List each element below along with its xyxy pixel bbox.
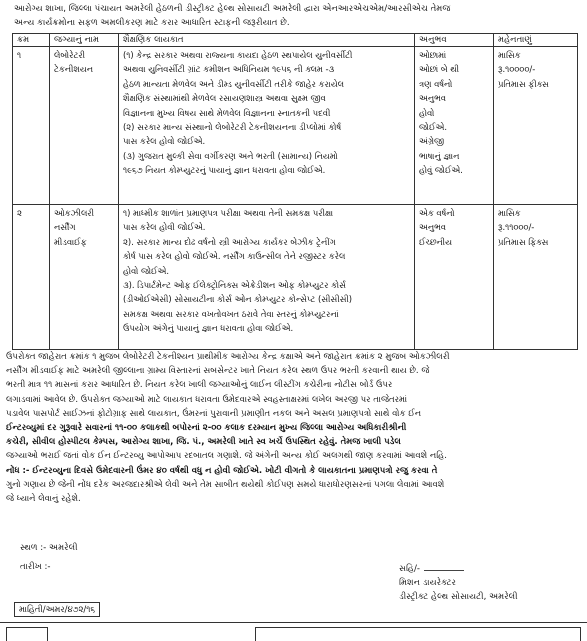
header-experience: અનુભવ [415,34,494,47]
salary-line: રૂ.૧૦૦૦૦/- [498,64,536,75]
reference-number: માહિતી/અમર/૪૭૨/૧૬ [14,602,100,617]
qualification-line: ૧૯૬૭ નિયત કોમ્પ્યુટરનું પાયાનું જ્ઞાન ધરાવતા હોવા જોઈએ. [123,165,326,176]
post-line: ઓકઝીલરી [54,208,95,218]
qualification-line: (૧) કેન્દ્ર સરકાર અથવા રાજ્યના કાયદા હેઠળ સ્થપાયેલ યુનીવર્સીટી [123,50,353,60]
header-serial: ક્રમ [13,34,50,47]
qualification-line: સમકક્ષ અથવા સરકાર વખતોવખત ઠરાવે તેવા સ્તરનું કોમ્પ્યુટરનાં [123,308,339,319]
notice-line: જે ધ્યાને લેવાનું રહેશે. [6,494,81,505]
notice-line-highlight: ઈન્ટરવ્યુમાં દર ગુરૂવારે સવારનાં ૧૧-૦૦ કલાકથી બપોરનાં ૨-૦૦ કલાક દરમ્યાન મુખ્ય જિલ્લા આરોગ્ય અધિકારીશ્રીની [6,423,407,434]
experience-cell [415,205,494,350]
intro-line: અન્ય કાર્યક્રમોના સફળ અમલીકરણ માટે કરાર આધારિત સ્ટાફની જરૂરીયાત છે. [14,18,290,28]
salary-line: માસિક [498,50,521,60]
qualification-line: કોર્ષ પાસ કરેલ હોવો જોઈએ. નર્સીંગ કાઉન્સીલ તેને રજીસ્ટર કરેલ [123,251,346,262]
next-notice-box [255,627,581,641]
salary-line: પ્રતિમાસ ફિક્સ [498,236,549,247]
salary-cell [494,205,578,350]
intro-text [14,2,574,30]
qualification-cell [119,47,415,205]
experience-line: અનુભવ [419,93,446,104]
notice-line: ભરતી માત્ર ૧૧ માસનાં કરાર આધારિત છે. નિયત કરેલ ખાલી જગ્યાઓનું લાઈન લીસ્ટીંગ કચેરીના નોટીસ બોર્ડ ઉપર [6,380,393,391]
experience-line: ઈચ્છનીય [419,236,452,247]
qualification-line: ૨). સરકાર માન્ય દોઢ વર્ષનો સ્ત્રી આરોગ્ય કાર્યકર બેઝીક ટ્રેનીંગ [123,236,336,247]
salary-cell [494,47,578,205]
experience-line: અંગ્રેજી [419,136,444,147]
sign-label: સહિ/- [399,564,421,574]
qualification-line: (૨) સરકાર માન્ય સંસ્થાનો લેબોરેટરી ટેકનીશયનના ડીપ્લોમાં કોર્ષ [123,122,342,133]
post-line: ટેકનીશયન [54,64,93,75]
notice-paragraph [6,350,578,506]
qualification-line: હોવો જોઈએ. [123,265,170,276]
post-cell [50,47,119,205]
qualification-line: પાસ કરેલ હોવો જોઈએ. [123,136,206,147]
salary-line: માસિક [498,208,521,218]
table-row [13,47,578,205]
experience-line: ઓછામાં [419,50,447,60]
serial-cell: ૧ [13,47,50,205]
post-line: નર્સીંગ [54,222,76,233]
qualification-line: હેઠળ માન્યતા મેળવેલ અને ડીમ્ડ યુનીવર્સીટી તરીકે જાહેર કરાયેલ [123,78,345,89]
notice-line: પડાવેલ પાસપોર્ટ સાઈઝનાં ફોટોગ્રાફ સાથે લાયકાત, ઉંમરનાં પુરાવાની પ્રમાણીત નકલ અને અસલ પ્રમાણપત્રો સાથે વોક ઈન [6,408,422,419]
experience-line: જોઈએ. [419,122,447,133]
qualification-cell [119,205,415,350]
note-line: નોંધ :- ઈન્ટરવ્યુના દિવસે ઉમેદવારની ઉંમર ૪૦ વર્ષથી વધુ ન હોવી જોઈએ. ખોટી વીગતો કે લાયકાતના પ્રમાણપત્રો રજુ કરવા તે [6,465,438,476]
notice-line-highlight: કચેરી, સીવીલ હોસ્પીટલ કેમ્પસ, આરોગ્ય શાખા, જિ. પં., અમરેલી ખાતે સ્વ ખર્ચે ઉપસ્થિત રહેવું. તેમજ ખાલી પડેલ [6,437,401,448]
qualification-line: અથવા યુનિવર્સીટી ગ્રાંટ કમીશન અધિનિયમ ૧૯૫૬ ની ક્લમ -૩ [123,64,335,75]
qualification-line: શૈક્ષણિક સંસ્થામાંથી મેળવેલ રસાયણશાસ્ત્ર અથવા સુક્ષ્મ જીવ [123,93,326,104]
experience-line: ત્રણ વર્ષનો [419,78,453,89]
notice-line: ઉપરોક્ત જાહેરાત ક્રમાંક ૧ મુજબ લેબોરેટરી ટેકનીશ્યન પ્રાથીમીક આરોગ્ય કેન્દ્ર કક્ષાએ અને જાહેરાત ક્રમાંક ૨ મુજબ ઓકઝીલરી [6,352,450,362]
page-divider [0,622,587,623]
post-line: લેબોરેટરી [54,50,86,60]
notice-line: લગાડવામાં આવેલ છે. ઉપરોક્ત જગ્યાઓ માટે લાયકાત ધરાવતા ઉમેદવારએ સ્વહસ્તાક્ષરમાં લખેલ અરજી પર તાજેતરમાં [6,394,408,405]
recruitment-table [12,33,578,350]
experience-line: અનુભવ [419,222,446,233]
table-header-row [13,34,578,47]
signature-block [399,562,518,604]
notice-line: જગ્યાઓ ભરાઈ જતાં વોક ઈન ઈન્ટરવ્યુ આપોઆપ રદબાતલ ગણાશે. જે અંગેની અન્ય કોઈ અલગથી જાણ કરવામાં આવશે નહિ. [6,451,447,462]
qualification-line: વિજ્ઞાનના મુખ્ય વિષય સાથે મેળવેલ વિજ્ઞાનના સ્નાતકની પદવી [123,107,331,118]
notice-line: નર્સીંગ મીડવાઈફ માટે અમરેલી જીલ્લાના ગ્રામ્ય વિસ્તારનાં સબસેન્ટર ખાતે નિયત કરેલ સ્થળ ઉપર ભરતી કરવાની થાય છે. જે [6,366,430,377]
salary-line: પ્રતિમાસ ફીક્સ [498,78,549,89]
experience-cell [415,47,494,205]
post-line: મીડવાઈફ [54,236,87,247]
experience-line: એક વર્ષનો [419,208,455,218]
notice-line: ગુનો ગણાય છે જેની નોંધ દરેક અરજદારશ્રીએ લેવી અને તેમ સાબીત થયેથી કોઈપણ સમયે ધારાધોરણસરનાં પગલા લેવામાં આવશે [6,479,445,490]
qualification-line: ૧) માધ્મીક શાળાંત પ્રમાણપત્ર પરીક્ષા અથવા તેની સમકક્ષ પરીક્ષા [123,208,334,218]
salary-line: રૂ.૧૧૦૦૦/- [498,222,535,233]
qualification-line: પાસ કરેલ હોવી જોઈએ. [123,222,206,233]
intro-line: આરોગ્ય શાખા, જિલ્લા પંચાયત અમરેલી હેઠળની ડીસ્ટ્રીક્ટ હેલ્થ સોસાયટી અમરેલી દ્વારા એનઆરએચએમ/આરસીએચ તેમજ [14,4,451,14]
qualification-line: (૩) ગુજરાત મુલ્કી સેવા વર્ગીકરણ અને ભરતી (સામાન્ય) નિયમો [123,150,338,161]
next-notice-box [6,627,48,641]
header-post-name: જગ્યાનું નામ [50,34,119,47]
experience-line: ઓછાં બે થી [419,64,460,75]
qualification-line: ૩). ડિપાર્ટમેન્ટ ઓફ ઈલેક્ટ્રોનિક્સ એક્રેડીશન ઓફ કોમ્પ્યુટર કોર્સ [123,280,346,291]
date-label: તારીખ :- [20,562,51,572]
experience-line: ભાષાનું જ્ઞાન [419,150,460,161]
qualification-line: (ડીઓઈએસી) સોસાયટીના કોર્સ ઓન કોમ્પ્યુટર કોન્સેપ્ટ (સીસીસી) [123,294,353,305]
serial-cell: ૨ [13,205,50,350]
experience-line: હોવું જોઈએ. [419,165,463,176]
experience-line: હોવો [419,107,435,118]
post-cell [50,205,119,350]
signature-line [399,562,518,576]
place-label: સ્થળ :- અમરેલી [20,543,78,553]
signatory-org: ડીસ્ટ્રીક્ટ હેલ્થ સોસાયટી, અમરેલી [399,592,518,602]
header-qualification: શૈક્ષણિક લાયકાત [119,34,415,47]
signature-rule [424,570,464,571]
qualification-line: ઉપયોગ અંગેનું પાયાનું જ્ઞાન ધરાવતા હોવા જોઈએ. [123,323,294,334]
signatory-title: મિશન ડાયરેક્ટર [399,578,456,588]
header-salary: મહેનતાણું [494,34,578,47]
table-row [13,205,578,350]
